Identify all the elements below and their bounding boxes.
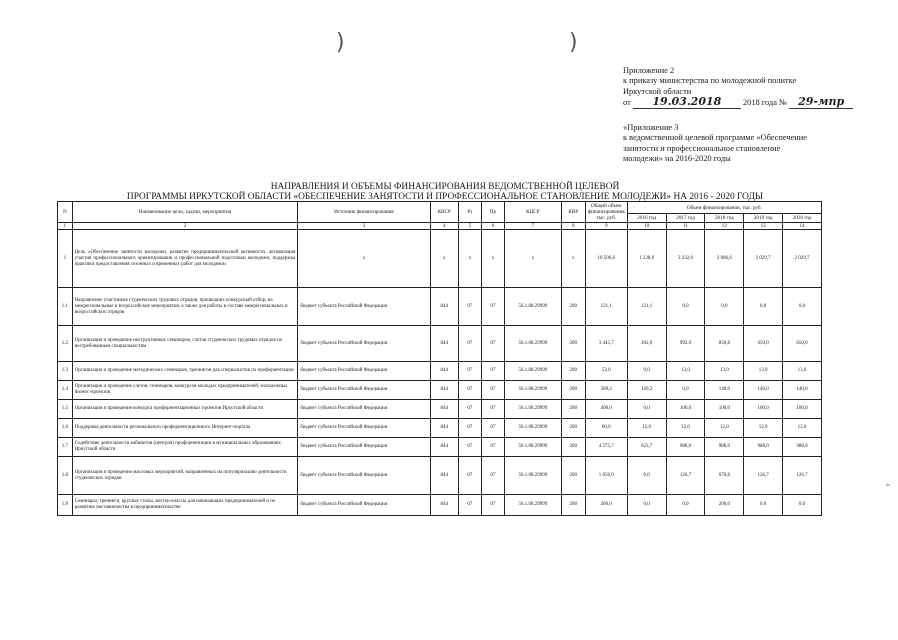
- cell-pr: 07: [481, 362, 504, 381]
- cell-name: Организация и проведение слетов, семинаров, конкурсов молодых предпринимателей, молодежных бизнес-проектов: [72, 381, 298, 400]
- cell-y2017: 0,0: [666, 495, 705, 516]
- cell-pr: 07: [481, 400, 504, 419]
- cell-rz: 07: [458, 438, 481, 457]
- cell-total: 121,1: [585, 288, 627, 326]
- cell-y2020: 126,7: [783, 457, 822, 495]
- cell-source: бюджет субъекта Российской Федерации: [298, 288, 430, 326]
- cell-y2018: 0,0: [705, 288, 744, 326]
- col-number: 10: [627, 223, 666, 230]
- cell-y2016: 623,7: [627, 438, 666, 457]
- cell-kvsr: 844: [430, 438, 458, 457]
- cell-total: 52,0: [585, 362, 627, 381]
- cell-source: бюджет субъекта Российской Федерации: [298, 419, 430, 438]
- cell-y2016: 0,0: [627, 400, 666, 419]
- cell-source: бюджет субъекта Российской Федерации: [298, 438, 430, 457]
- header-n: N: [58, 202, 73, 223]
- cell-y2018: 12,0: [705, 419, 744, 438]
- cell-y2020: 100,0: [783, 400, 822, 419]
- cell-y2018: 988,0: [705, 438, 744, 457]
- appendix-2-order: к приказу министерства по молодежной политке: [623, 76, 797, 86]
- cell-kcsr: 56.1.08.29999: [505, 381, 562, 400]
- cell-n: 1.6: [58, 419, 73, 438]
- cell-y2018: 676,8: [705, 457, 744, 495]
- col-number: 3: [298, 223, 430, 230]
- cell-kcsr: 56.1.08.29999: [505, 419, 562, 438]
- cell-total: 3 445,7: [585, 326, 627, 362]
- cell-y2017: 12,0: [666, 419, 705, 438]
- col-number: 11: [666, 223, 705, 230]
- cell-y2017: 988,0: [666, 438, 705, 457]
- cell-y2017: 100,0: [666, 400, 705, 419]
- cell-rz: 07: [458, 288, 481, 326]
- cell-rz: 07: [458, 381, 481, 400]
- year-text: 2018 года №: [742, 98, 788, 108]
- cell-kvr: 200: [561, 419, 585, 438]
- cell-kvr: 200: [561, 438, 585, 457]
- cell-n: 1.2: [58, 326, 73, 362]
- cell-source: бюджет субъекта Российской Федерации: [298, 362, 430, 381]
- handwritten-date: 19.03.2018: [633, 97, 741, 108]
- cell-n: 1.7: [58, 438, 73, 457]
- cell-n: 1.5: [58, 400, 73, 419]
- cell-y2019: 12,0: [744, 419, 783, 438]
- cell-n: 1.9: [58, 495, 73, 516]
- header-by-year: Объем финансирования, тыс. руб.: [627, 202, 821, 214]
- header-source: Источник финансирования: [298, 202, 430, 223]
- col-number: 7: [505, 223, 562, 230]
- cell-y2018: 100,0: [705, 400, 744, 419]
- document-heading-line-2: ПРОГРАММЫ ИРКУТСКОЙ ОБЛАСТИ «ОБЕСПЕЧЕНИЕ ЗАНЯТОСТИ И ПРОФЕССИОНАЛЬНОЕ СТАНОВЛЕНИЕ МОЛОДЕЖИ» НА 2016 - 2020 ГОДЫ: [126, 192, 764, 202]
- cell-n: 1.8: [58, 457, 73, 495]
- cell-kcsr: х: [505, 230, 562, 288]
- col-number: 8: [561, 223, 585, 230]
- financing-table: [57, 201, 822, 516]
- cell-total: 60,0: [585, 419, 627, 438]
- header-2017: 2017 год: [666, 214, 705, 223]
- cell-name: Организация и проведение конкурса профориентационных проектов Иркутской области: [72, 400, 298, 419]
- date-prefix: от: [623, 98, 631, 108]
- document-heading-line-1: НАПРАВЛЕНИЯ И ОБЪЕМЫ ФИНАНСИРОВАНИЯ ВЕДОМСТВЕННОЙ ЦЕЛЕВОЙ: [270, 182, 620, 192]
- table-row: [58, 400, 822, 419]
- cell-pr: х: [481, 230, 504, 288]
- table-row: [58, 326, 822, 362]
- cell-name: Поддержка деятельности регионального профориентационного Интернет-портала: [72, 419, 298, 438]
- appendix-3-line-2: к ведомственной целевой программе «Обеспечение: [623, 133, 807, 143]
- cell-y2019: 126,7: [744, 457, 783, 495]
- cell-rz: х: [458, 230, 481, 288]
- table-body: [58, 230, 822, 516]
- cell-y2018: 140,0: [705, 381, 744, 400]
- cell-rz: 07: [458, 457, 481, 495]
- col-number: 1: [58, 223, 73, 230]
- cell-kvsr: 844: [430, 362, 458, 381]
- col-number: 4: [430, 223, 458, 230]
- cell-y2018: 206,0: [705, 495, 744, 516]
- cell-kcsr: 56.1.08.29999: [505, 495, 562, 516]
- appendix-3-title: «Приложение 3: [623, 123, 679, 132]
- cell-y2017: 13,0: [666, 362, 705, 381]
- header-name: Наименование цели, задачи, мероприятия: [72, 202, 298, 223]
- cell-rz: 07: [458, 362, 481, 381]
- cell-name: Цель «Обеспечение занятости молодежи, развитие предпринимательской активности, активизация участия профессионального ориентирования и профессиональной подготовки молодежи, поддержка практики предоставления сезонных и временных работ для молодежи»: [72, 230, 298, 288]
- appendix-3-block: [623, 123, 893, 165]
- cell-y2020: 0,0: [783, 495, 822, 516]
- appendix-2-date-line: [623, 97, 883, 108]
- cell-kvsr: 844: [430, 381, 458, 400]
- cell-kvsr: 844: [430, 457, 458, 495]
- cell-pr: 07: [481, 326, 504, 362]
- cell-pr: 07: [481, 457, 504, 495]
- cell-kvr: 200: [561, 400, 585, 419]
- cell-y2020: 988,0: [783, 438, 822, 457]
- col-number: 13: [744, 223, 783, 230]
- appendix-2-block: [623, 66, 883, 109]
- cell-rz: 07: [458, 419, 481, 438]
- cell-source: бюджет субъекта Российской Федерации: [298, 495, 430, 516]
- scan-mark-right: ): [569, 30, 578, 55]
- cell-rz: 07: [458, 400, 481, 419]
- cell-pr: 07: [481, 438, 504, 457]
- cell-kvsr: 844: [430, 326, 458, 362]
- cell-2020: 2 029,7: [783, 230, 822, 288]
- cell-name: Содействие деятельности кабинетов (центров) профориентации в муниципальных образованиях Иркутской области: [72, 438, 298, 457]
- cell-y2019: 0,0: [744, 495, 783, 516]
- cell-y2019: 650,0: [744, 326, 783, 362]
- cell-name: Направление участников студенческих трудовых отрядов, прошедших конкурсный отбор, на межрегиональные и всероссийские мероприятия, а также для работы в составе межрегиональных и всероссийских отрядов: [72, 288, 298, 326]
- cell-rz: 07: [458, 326, 481, 362]
- cell-2019: 2 029,7: [744, 230, 783, 288]
- cell-2016: 1 228,0: [627, 230, 666, 288]
- cell-y2020: 0,0: [783, 288, 822, 326]
- cell-pr: 07: [481, 419, 504, 438]
- header-2019: 2019 год: [744, 214, 783, 223]
- cell-y2020: 650,0: [783, 326, 822, 362]
- cell-kcsr: 56.1.08.29999: [505, 326, 562, 362]
- appendix-2-region: Иркутской области: [623, 86, 692, 96]
- cell-kcsr: 56.1.08.29999: [505, 457, 562, 495]
- cell-y2016: 0,0: [627, 362, 666, 381]
- cell-y2020: 140,0: [783, 381, 822, 400]
- header-2020: 2020 год: [783, 214, 822, 223]
- cell-kcsr: 56.1.08.29999: [505, 400, 562, 419]
- cell-kcsr: 56.1.08.29999: [505, 288, 562, 326]
- cell-source: бюджет субъекта Российской Федерации: [298, 400, 430, 419]
- cell-name: Организация и проведение массовых мероприятий, направленных на популяризацию деятельности студенческих отрядов: [72, 457, 298, 495]
- cell-source: х: [298, 230, 430, 288]
- cell-y2017: 0,0: [666, 381, 705, 400]
- cell-name: Семинары, тренинги, круглые столы, мастер-классы для начинающих предпринимателей и по развитию наставничества в предпринимательстве: [72, 495, 298, 516]
- cell-total: 10 506,6: [585, 230, 627, 288]
- cell-y2016: 302,0: [627, 326, 666, 362]
- cell-n: 1: [58, 230, 73, 288]
- cell-kvr: 200: [561, 381, 585, 400]
- cell-kvr: 200: [561, 457, 585, 495]
- cell-n: 1.3: [58, 362, 73, 381]
- cell-n: 1.4: [58, 381, 73, 400]
- cell-y2019: 0,0: [744, 288, 783, 326]
- header-2016: 2016 год: [627, 214, 666, 223]
- table-row: [58, 381, 822, 400]
- cell-kvsr: х: [430, 230, 458, 288]
- cell-y2017: 126,7: [666, 457, 705, 495]
- table-row: [58, 495, 822, 516]
- header-kvr: КВР: [561, 202, 585, 223]
- cell-total: 1 056,9: [585, 457, 627, 495]
- edge-mark: ».: [886, 482, 891, 488]
- table-row: [58, 419, 822, 438]
- cell-kvr: 200: [561, 288, 585, 326]
- cell-kvr: 200: [561, 495, 585, 516]
- cell-y2019: 100,0: [744, 400, 783, 419]
- table-row: [58, 288, 822, 326]
- cell-pr: 07: [481, 495, 504, 516]
- cell-2018: 2 986,6: [705, 230, 744, 288]
- cell-y2016: 0,0: [627, 495, 666, 516]
- header-rz: Рз: [458, 202, 481, 223]
- table-row: [58, 457, 822, 495]
- cell-kvsr: 844: [430, 495, 458, 516]
- cell-y2017: 0,0: [666, 288, 705, 326]
- scan-mark-left: ): [336, 30, 345, 55]
- column-numbers-row: [58, 223, 822, 230]
- goal-row: [58, 230, 822, 288]
- header-kcsr: КЦСР: [505, 202, 562, 223]
- col-number: 14: [783, 223, 822, 230]
- cell-kvsr: 844: [430, 400, 458, 419]
- cell-kcsr: 56.1.08.29999: [505, 362, 562, 381]
- cell-total: 589,2: [585, 381, 627, 400]
- handwritten-number: 29-мпр: [789, 97, 853, 108]
- cell-kvr: 200: [561, 326, 585, 362]
- cell-y2019: 140,0: [744, 381, 783, 400]
- cell-rz: 07: [458, 495, 481, 516]
- cell-kvr: х: [561, 230, 585, 288]
- cell-kvr: 200: [561, 362, 585, 381]
- appendix-2-title: Приложение 2: [623, 66, 675, 75]
- cell-total: 400,0: [585, 400, 627, 419]
- col-number: 6: [481, 223, 504, 230]
- cell-source: бюджет субъекта Российской Федерации: [298, 457, 430, 495]
- cell-total: 4 575,7: [585, 438, 627, 457]
- cell-2017: 2 232,6: [666, 230, 705, 288]
- cell-y2020: 12,0: [783, 419, 822, 438]
- cell-pr: 07: [481, 381, 504, 400]
- header-total: Общий объем финансирования, тыс. руб.: [585, 202, 627, 223]
- col-number: 5: [458, 223, 481, 230]
- cell-y2020: 13,0: [783, 362, 822, 381]
- cell-y2016: 169,2: [627, 381, 666, 400]
- table-row: [58, 438, 822, 457]
- cell-kvsr: 844: [430, 288, 458, 326]
- cell-y2019: 988,0: [744, 438, 783, 457]
- header-kvsr: КВСР: [430, 202, 458, 223]
- cell-y2018: 13,0: [705, 362, 744, 381]
- col-number: 12: [705, 223, 744, 230]
- cell-y2016: 0,0: [627, 457, 666, 495]
- cell-name: Организация и проведение методических семинаров, тренингов для специалистов по профориентации: [72, 362, 298, 381]
- cell-source: бюджет субъекта Российской Федерации: [298, 381, 430, 400]
- cell-name: Организация и проведение инструктивных семинаров, слетов студенческих трудовых отрядов по востребованным специальностям: [72, 326, 298, 362]
- col-number: 2: [72, 223, 298, 230]
- appendix-3-line-4: молодежи» на 2016-2020 годы: [623, 154, 731, 164]
- cell-source: бюджет субъекта Российской Федерации: [298, 326, 430, 362]
- col-number: 9: [585, 223, 627, 230]
- cell-kcsr: 56.1.08.29999: [505, 438, 562, 457]
- cell-pr: 07: [481, 288, 504, 326]
- cell-total: 206,0: [585, 495, 627, 516]
- appendix-3-line-3: занятости и профессиональное становление: [623, 143, 781, 153]
- table-row: [58, 362, 822, 381]
- cell-y2019: 13,0: [744, 362, 783, 381]
- cell-y2017: 992,9: [666, 326, 705, 362]
- cell-y2016: 121,1: [627, 288, 666, 326]
- cell-n: 1.1: [58, 288, 73, 326]
- cell-y2016: 12,0: [627, 419, 666, 438]
- header-pr: Пр: [481, 202, 504, 223]
- header-2018: 2018 год: [705, 214, 744, 223]
- cell-y2018: 850,8: [705, 326, 744, 362]
- cell-kvsr: 844: [430, 419, 458, 438]
